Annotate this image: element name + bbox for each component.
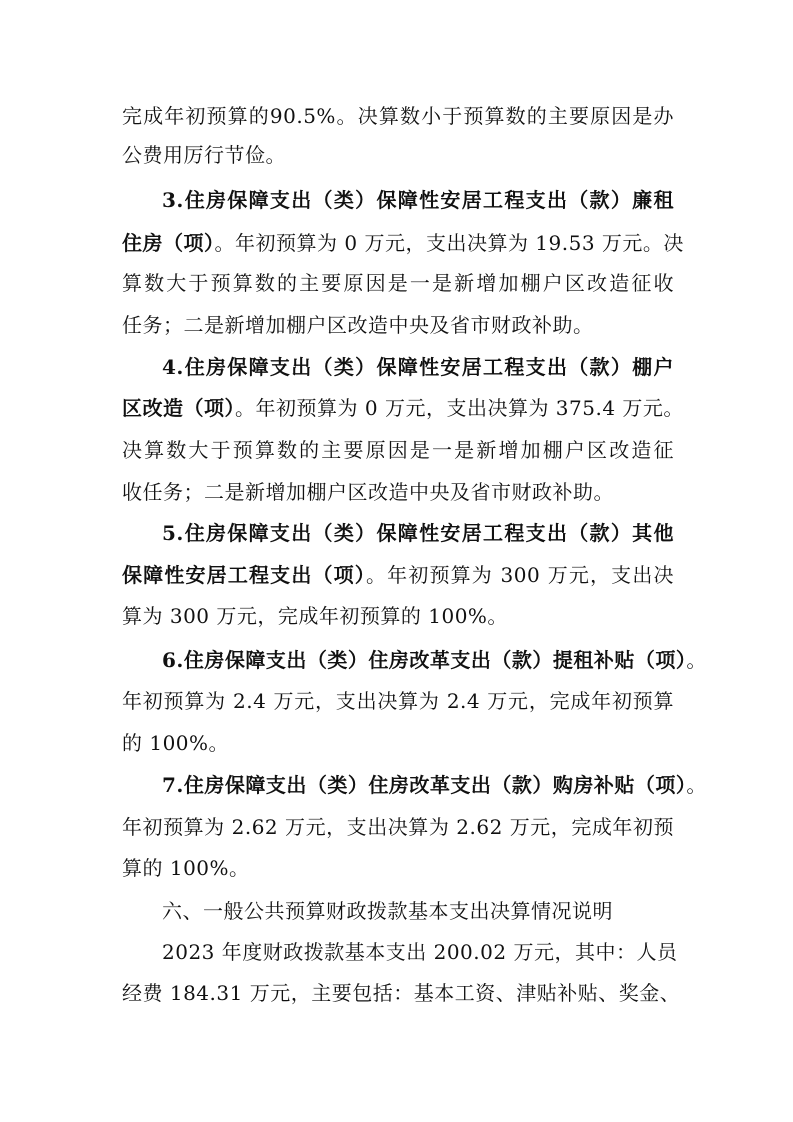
item-4-line: 收任务；二是新增加棚户区改造中央及省市财政补助。: [122, 480, 614, 504]
item-3-line: 任务；二是新增加棚户区改造中央及省市财政补助。: [122, 313, 594, 337]
item-3-line: 住房（项）。年初预算为 0 万元，支出决算为 19.53 万元。决: [122, 231, 684, 255]
item-6-line: 年初预算为 2.4 万元，支出决算为 2.4 万元，完成年初预算: [122, 689, 674, 713]
item-3-heading: 3.住房保障支出（类）保障性安居工程支出（款）廉租: [162, 188, 674, 212]
item-4-line: 决算数大于预算数的主要原因是一是新增加棚户区改造征: [122, 438, 674, 462]
paragraph-line: 2023 年度财政拨款基本支出 200.02 万元，其中：人员: [162, 940, 678, 964]
item-6-heading: 6.住房保障支出（类）住房改革支出（款）提租补贴（项）。: [162, 648, 707, 672]
item-7-line: 算的 100%。: [122, 856, 250, 880]
item-5-heading: 5.住房保障支出（类）保障性安居工程支出（款）其他: [162, 521, 674, 545]
item-5-line: 保障性安居工程支出（项）。年初预算为 300 万元，支出决: [122, 563, 675, 587]
item-4-line: 区改造（项）。年初预算为 0 万元，支出决算为 375.4 万元。: [122, 396, 684, 420]
section-heading: 六、一般公共预算财政拨款基本支出决算情况说明: [162, 899, 613, 923]
item-7-heading: 7.住房保障支出（类）住房改革支出（款）购房补贴（项）。: [162, 773, 707, 797]
paragraph-line: 经费 184.31 万元，主要包括：基本工资、津贴补贴、奖金、: [122, 981, 681, 1005]
item-6-line: 的 100%。: [122, 731, 230, 755]
item-7-line: 年初预算为 2.62 万元，支出决算为 2.62 万元，完成年初预: [122, 815, 674, 839]
paragraph-line: 公费用厉行节俭。: [122, 143, 286, 167]
item-5-line: 算为 300 万元，完成年初预算的 100%。: [122, 604, 508, 628]
item-3-line: 算数大于预算数的主要原因是一是新增加棚户区改造征收: [122, 271, 674, 295]
item-4-heading: 4.住房保障支出（类）保障性安居工程支出（款）棚户: [162, 355, 674, 379]
paragraph-line: 完成年初预算的90.5%。决算数小于预算数的主要原因是办: [122, 104, 674, 128]
